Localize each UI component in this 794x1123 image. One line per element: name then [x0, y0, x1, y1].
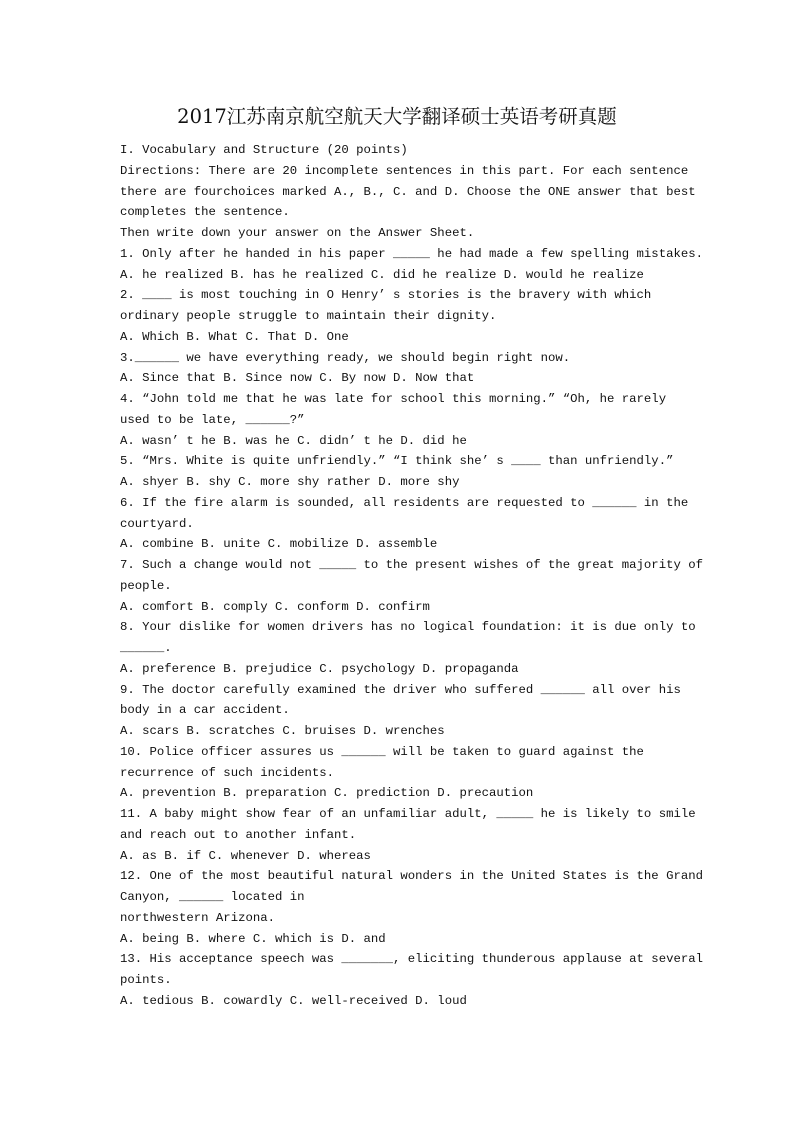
- question-8: [120, 617, 696, 679]
- question-stem: 4. “John told me that he was late for school this morning.” “Oh, he rarely: [120, 392, 667, 406]
- directions-line: Then write down your answer on the Answer Sheet.: [120, 226, 475, 240]
- question-stem: 1. Only after he handed in his paper _____ he had made a few spelling mistakes.: [120, 246, 703, 261]
- directions-line: there are fourchoices marked A., B., C. and D. Choose the ONE answer that best: [120, 184, 696, 199]
- question-11: [120, 804, 696, 866]
- question-options: A. being B. where C. which is D. and: [120, 931, 386, 946]
- question-stem: 2. ____ is most touching in O Henry’ s stories is the bravery with which: [120, 288, 652, 303]
- question-stem: ______.: [120, 641, 172, 655]
- question-stem: recurrence of such incidents.: [120, 765, 335, 780]
- question-12: [120, 866, 703, 949]
- question-stem: 3.______ we have everything ready, we should begin right now.: [120, 350, 571, 365]
- question-stem: Canyon, ______ located in: [120, 890, 305, 904]
- question-stem: and reach out to another infant.: [120, 827, 357, 842]
- question-options: A. Which B. What C. That D. One: [120, 329, 349, 344]
- question-stem: points.: [120, 973, 172, 987]
- question-stem: northwestern Arizona.: [120, 910, 275, 925]
- question-options: A. scars B. scratches C. bruises D. wrenches: [120, 724, 445, 738]
- question-options: A. Since that B. Since now C. By now D. Now that: [120, 371, 475, 386]
- question-4: [120, 389, 690, 451]
- directions-line: Directions: There are 20 incomplete sentences in this part. For each sentence: [120, 163, 689, 178]
- question-stem: 6. If the fire alarm is sounded, all residents are requested to ______ in the: [120, 495, 689, 510]
- question-options: A. combine B. unite C. mobilize D. assemble: [120, 537, 438, 552]
- question-options: A. as B. if C. whenever D. whereas: [120, 848, 371, 863]
- document-title: 2017江苏南京航空航天大学翻译硕士英语考研真题: [177, 105, 617, 128]
- question-stem: 12. One of the most beautiful natural wonders in the United States is the Grand: [120, 869, 703, 884]
- question-stem: ordinary people struggle to maintain their dignity.: [120, 309, 497, 323]
- question-3: [120, 348, 690, 390]
- question-stem: 7. Such a change would not _____ to the present wishes of the great majority of: [120, 558, 703, 572]
- question-13: [120, 949, 703, 1011]
- question-options: A. comfort B. comply C. conform D. confirm: [120, 599, 430, 614]
- question-2: [120, 285, 690, 347]
- question-stem: used to be late, ______?”: [120, 412, 305, 427]
- question-1: [120, 244, 703, 286]
- question-stem: 11. A baby might show fear of an unfamiliar adult, _____ he is likely to smile: [120, 807, 696, 821]
- question-stem: 13. His acceptance speech was _______, eliciting thunderous applause at several: [120, 952, 703, 967]
- question-options: A. prevention B. preparation C. prediction D. precaution: [120, 786, 534, 801]
- question-stem: courtyard.: [120, 516, 194, 531]
- document-body: [120, 140, 703, 1012]
- question-stem: 10. Police officer assures us ______ will be taken to guard against the: [120, 744, 644, 759]
- question-options: A. tedious B. cowardly C. well-received D. loud: [120, 993, 467, 1008]
- question-stem: 8. Your dislike for women drivers has no logical foundation: it is due only to: [120, 620, 696, 635]
- question-stem: 5. “Mrs. White is quite unfriendly.” “I think she’ s ____ than unfriendly.”: [120, 454, 674, 469]
- question-options: A. he realized B. has he realized C. did he realize D. would he realize: [120, 267, 644, 282]
- question-options: A. wasn’ t he B. was he C. didn’ t he D. did he: [120, 433, 467, 448]
- question-6: [120, 493, 690, 555]
- question-5: [120, 451, 690, 493]
- question-options: A. shyer B. shy C. more shy rather D. more shy: [120, 475, 460, 489]
- question-options: A. preference B. prejudice C. psychology D. propaganda: [120, 661, 519, 676]
- question-9: [120, 680, 690, 742]
- question-stem: 9. The doctor carefully examined the driver who suffered ______ all over his: [120, 682, 681, 697]
- question-10: [120, 742, 690, 804]
- question-7: [120, 555, 703, 617]
- section-heading: I. Vocabulary and Structure (20 points): [120, 143, 408, 157]
- directions-line: completes the sentence.: [120, 205, 290, 220]
- directions: [120, 161, 696, 244]
- question-stem: people.: [120, 578, 172, 593]
- question-stem: body in a car accident.: [120, 703, 290, 718]
